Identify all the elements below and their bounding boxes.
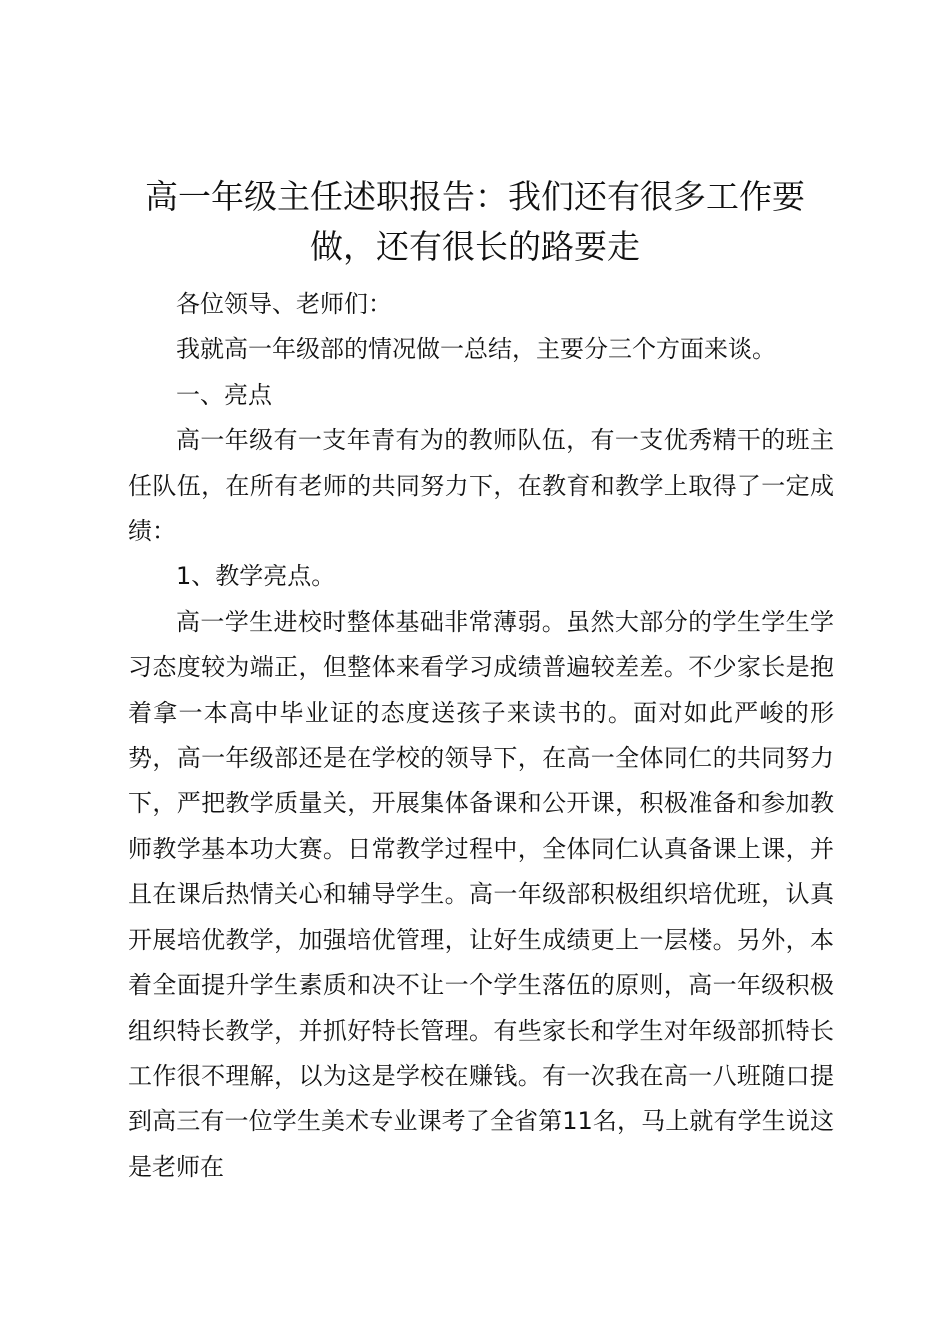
paragraph-teaching-details: 高一学生进校时整体基础非常薄弱。虽然大部分的学生学生学习态度较为端正，但整体来看学习成绩普遍较差差。不少家长是抱着拿一本高中毕业证的态度送孩子来读书的。面对如此严峻的形势，高一年级部还是在学校的领导下，在高一全体同仁的共同努力下，严把教学质量关，开展集体备课和公开课，积极准备和参加教师教学基本功大赛。日常教学过程中，全体同仁认真备课上课，并且在课后热情关心和辅导学生。高一年级部积极组织培优班，认真开展培优教学，加强培优管理，让好生成绩更上一层楼。另外，本着全面提升学生素质和决不让一个学生落伍的原则，高一年级积极组织特长教学，并抓好特长管理。有些家长和学生对年级部抓特长工作很不理解，以为这是学校在赚钱。有一次我在高一八班随口提到高三有一位学生美术专业课考了全省第11名，马上就有学生说这是老师在: [128, 607, 834, 1181]
subsection-heading-teaching: 1、教学亮点。: [176, 562, 336, 591]
document-title: 高一年级主任述职报告：我们还有很多工作要做，还有很长的路要走: [145, 177, 805, 266]
document-body: [128, 282, 834, 1190]
section-heading-highlights: 一、亮点: [176, 380, 272, 409]
paragraph-intro: 我就高一年级部的情况做一总结，主要分三个方面来谈。: [176, 335, 776, 364]
paragraph-greeting: 各位领导、老师们：: [176, 290, 392, 318]
paragraph-team: 高一年级有一支年青有为的教师队伍，有一支优秀精干的班主任队伍，在所有老师的共同努力下，在教育和教学上取得了一定成绩：: [128, 426, 834, 546]
